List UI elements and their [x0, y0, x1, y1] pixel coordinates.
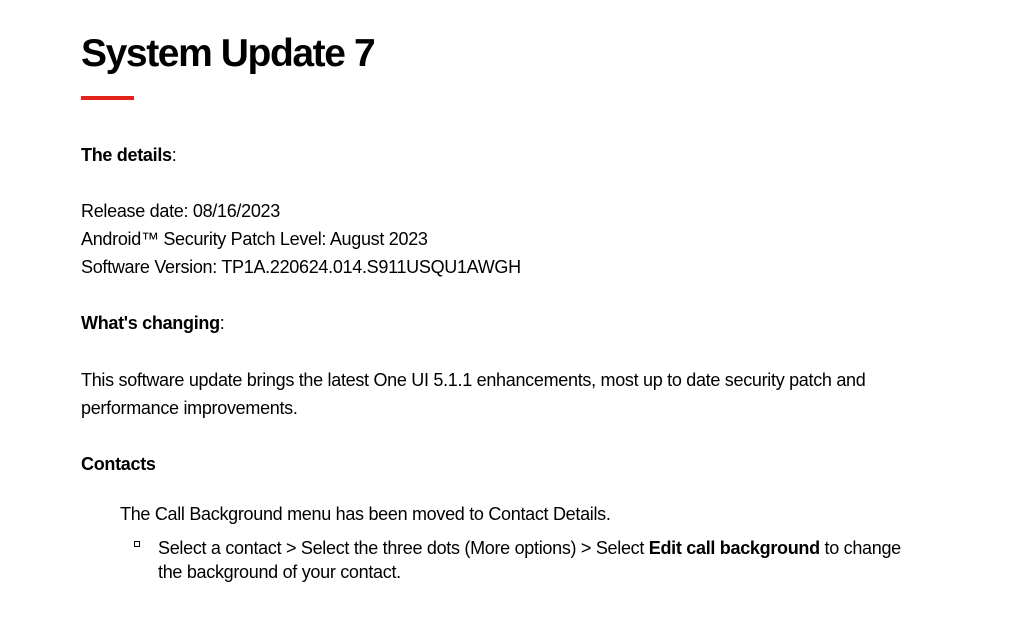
- step-bold-option: Edit call background: [648, 538, 820, 558]
- changes-heading-colon: :: [219, 313, 225, 333]
- list-item: [158, 536, 918, 584]
- details-heading-colon: :: [171, 145, 177, 165]
- release-date: Release date: 08/16/2023: [81, 201, 280, 221]
- contacts-intro: The Call Background menu has been moved to Contact Details.: [120, 504, 611, 524]
- step-text-after: to change the background of your contact.: [158, 538, 901, 582]
- bullet-square-icon: [134, 541, 140, 547]
- details-heading: The details: [81, 145, 172, 165]
- changes-heading-line: [81, 309, 224, 337]
- security-patch-level: Android™ Security Patch Level: August 2023: [81, 229, 428, 249]
- changes-summary: This software update brings the latest One UI 5.1.1 enhancements, most up to date security patch and performance improvements.: [81, 370, 866, 418]
- changes-heading: What's changing: [81, 313, 220, 333]
- contacts-heading: Contacts: [81, 454, 156, 474]
- step-text-before: Select a contact > Select the three dots (More options) > Select: [158, 538, 649, 558]
- title-accent-bar: [81, 96, 134, 100]
- details-heading-line: [81, 141, 176, 169]
- software-version: Software Version: TP1A.220624.014.S911USQU1AWGH: [81, 257, 521, 277]
- contacts-heading-line: [81, 450, 156, 478]
- page-title: System Update 7: [81, 32, 375, 75]
